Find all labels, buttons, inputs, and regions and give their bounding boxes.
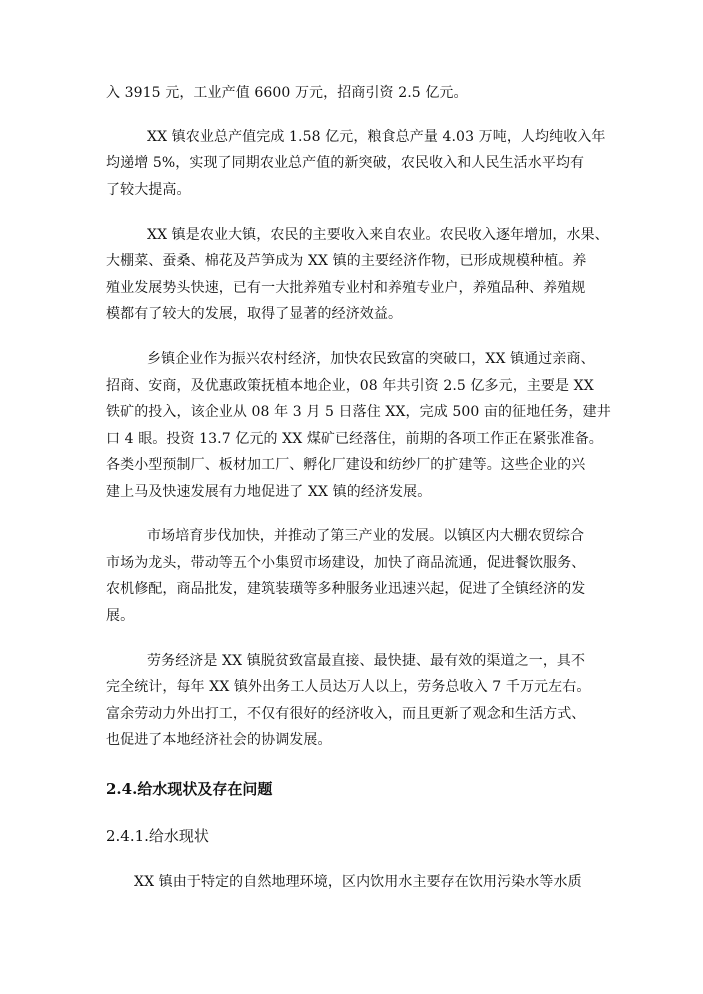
paragraph-line: 市场培育步伐加快，并推动了第三产业的发展。以镇区内大棚农贸综合 — [147, 528, 585, 544]
paragraph-line: 乡镇企业作为振兴农村经济，加快农民致富的突破口，XX 镇通过亲商、 — [147, 351, 595, 367]
paragraph-line: XX 镇由于特定的自然地理环境，区内饮用水主要存在饮用污染水等水质 — [134, 874, 582, 890]
paragraph-line: 铁矿的投入，该企业从 08 年 3 月 5 日落住 XX，完成 500 亩的征地任务，建井 — [106, 404, 611, 420]
paragraph-line: 完全统计，每年 XX 镇外出务工人员达万人以上，劳务总收入 7 千万元左右。 — [106, 679, 591, 695]
paragraph-line: 口 4 眼。投资 13.7 亿元的 XX 煤矿已经落住，前期的各项工作正在紧张准备。 — [106, 431, 603, 447]
paragraph-line: 市场为龙头，带动等五个小集贸市场建设，加快了商品流通，促进餐饮服务、 — [106, 555, 586, 571]
paragraph-line: 入 3915 元，工业产值 6600 万元，招商引资 2.5 亿元。 — [106, 85, 468, 101]
paragraph-line: XX 镇农业总产值完成 1.58 亿元，粮食总产量 4.03 万吨，人均纯收入年 — [147, 129, 606, 145]
paragraph-line: 也促进了本地经济社会的协调发展。 — [106, 732, 332, 748]
paragraph-line: 农机修配，商品批发，建筑装璜等多种服务业迅速兴起，促进了全镇经济的发 — [106, 581, 586, 597]
section-heading: 2.4.给水现状及存在问题 — [106, 780, 273, 798]
paragraph-line: 各类小型预制厂、板材加工厂、孵化厂建设和纺纱厂的扩建等。这些企业的兴 — [106, 457, 586, 473]
paragraph-line: 模都有了较大的发展，取得了显著的经济效益。 — [106, 306, 403, 322]
paragraph-line: 了较大提高。 — [106, 182, 191, 198]
paragraph-line: 富余劳动力外出打工，不仅有很好的经济收入，而且更新了观念和生活方式、 — [106, 706, 586, 722]
paragraph-line: 大棚菜、蚕桑、棉花及芦笋成为 XX 镇的主要经济作物，已形成规模种植。养 — [106, 253, 587, 269]
paragraph-line: 招商、安商，及优惠政策抚植本地企业，08 年共引资 2.5 亿多元，主要是 XX — [106, 378, 594, 394]
paragraph-line: XX 镇是农业大镇，农民的主要收入来自农业。农民收入逐年增加，水果、 — [147, 227, 609, 243]
subsection-heading: 2.4.1.给水现状 — [106, 827, 209, 845]
paragraph-line: 均递增 5%，实现了同期农业总产值的新突破，农民收入和人民生活水平均有 — [106, 155, 585, 171]
paragraph-line: 殖业发展势头快速，已有一大批养殖专业村和养殖专业户，养殖品种、养殖规 — [106, 280, 586, 296]
paragraph-line: 劳务经济是 XX 镇脱贫致富最直接、最快捷、最有效的渠道之一，具不 — [147, 653, 586, 669]
paragraph-line: 展。 — [106, 608, 135, 624]
paragraph-line: 建上马及快速发展有力地促进了 XX 镇的经济发展。 — [106, 484, 432, 500]
